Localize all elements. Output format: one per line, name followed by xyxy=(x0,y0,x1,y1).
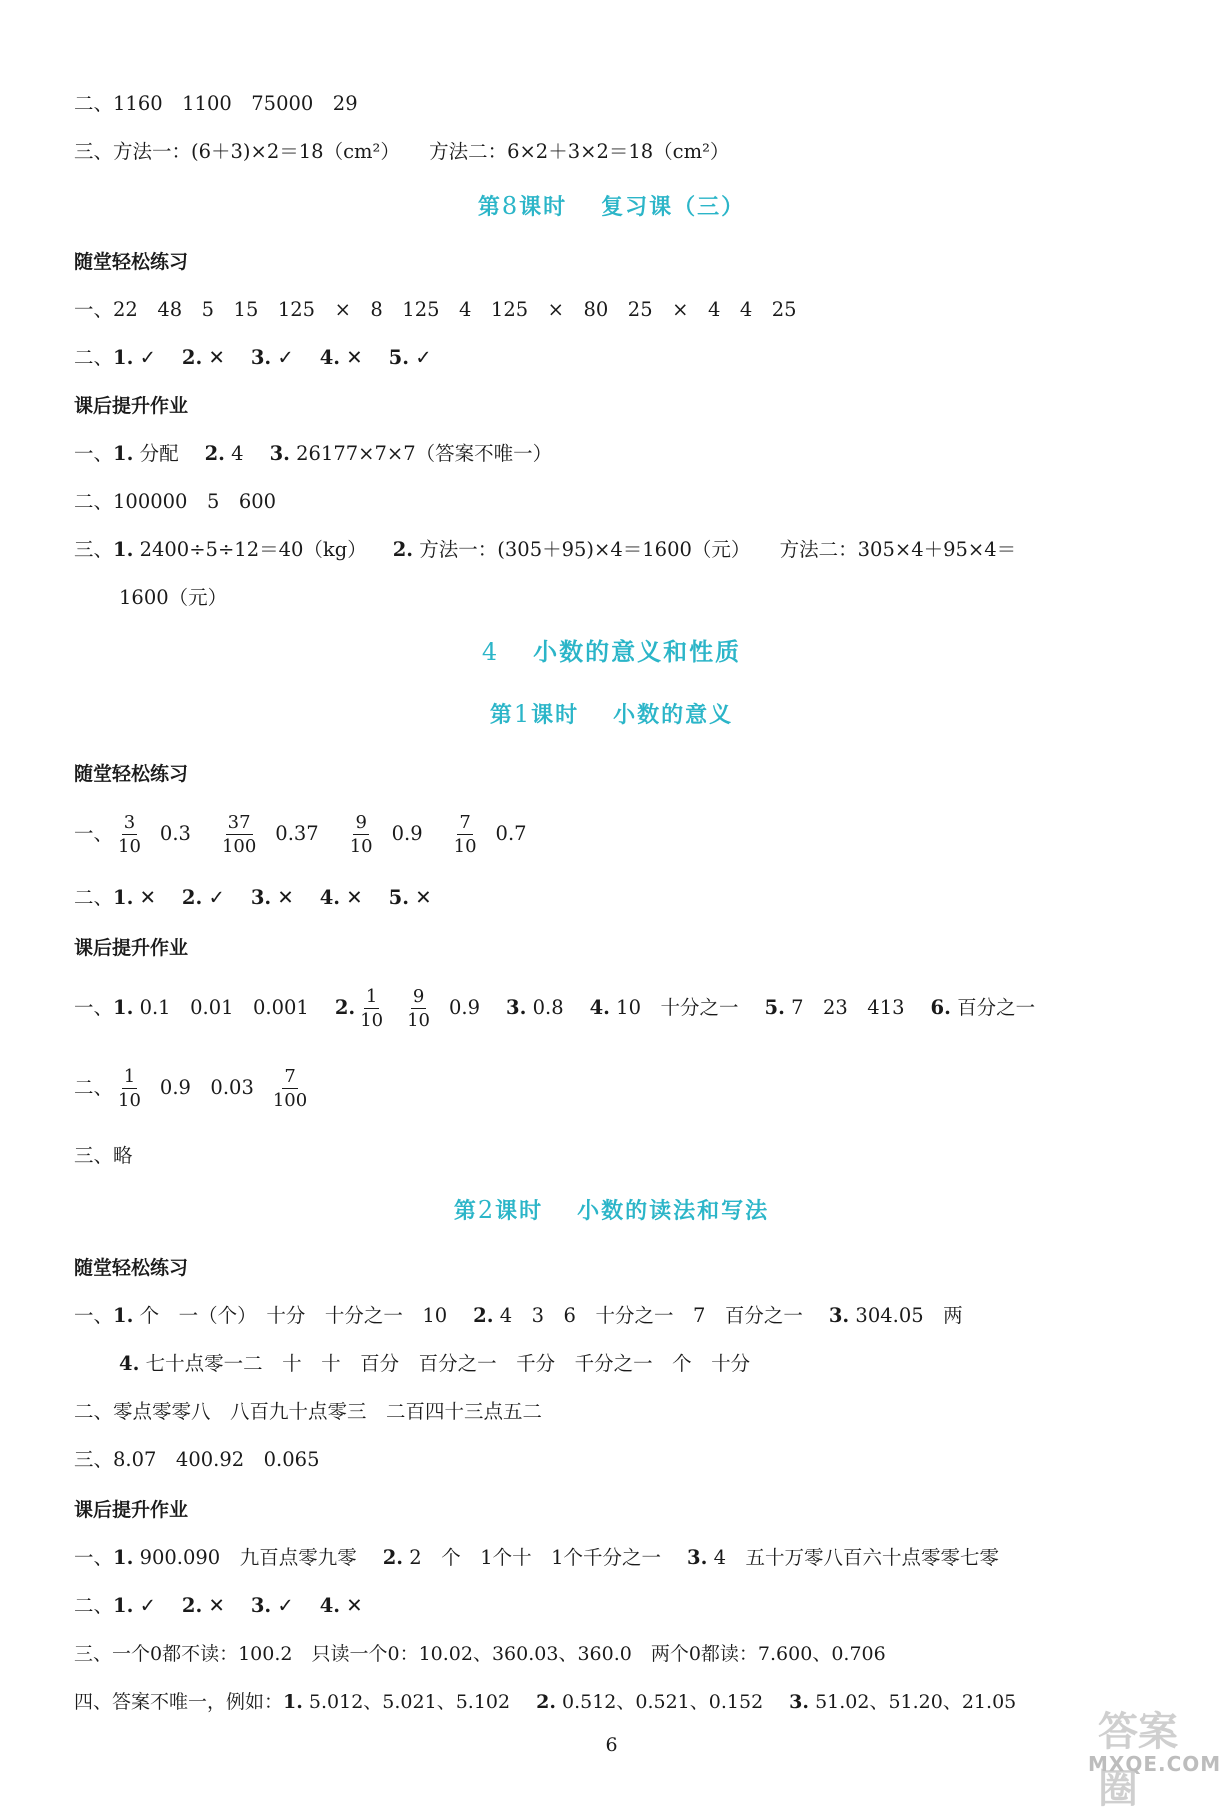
answer-text: 10 十分之一 xyxy=(616,996,739,1019)
answer-line xyxy=(74,342,432,374)
answer-prefix: 一、 xyxy=(74,822,114,845)
decimal: 0.9 xyxy=(391,822,423,845)
item-number: 1. xyxy=(113,538,134,561)
cross-mark: ✕ xyxy=(208,1594,225,1617)
check-mark: ✓ xyxy=(139,1594,156,1617)
check-mark: ✓ xyxy=(415,346,432,369)
answer-text: 方法一：(305＋95)×4＝1600（元） 方法二：305×4＋95×4＝ xyxy=(419,538,1017,561)
cross-mark: ✕ xyxy=(346,346,363,369)
lesson-title-pre: 第 xyxy=(453,1199,478,1224)
denominator: 10 xyxy=(349,835,373,857)
answer-text: 26177×7×7（答案不唯一） xyxy=(296,442,553,465)
item-number: 1. xyxy=(283,1691,303,1713)
watermark-logo: 答案圈 xyxy=(1098,1709,1178,1812)
item-number: 3. xyxy=(789,1691,810,1713)
answer-prefix: 一、 xyxy=(74,1304,114,1327)
cross-mark: ✕ xyxy=(208,346,225,369)
item-number: 3. xyxy=(250,886,272,909)
item-number: 3. xyxy=(687,1546,708,1569)
answer-prefix: 一、 xyxy=(74,996,114,1019)
item-number: 5. xyxy=(388,346,409,369)
answer-line xyxy=(74,1300,963,1332)
numerator: 37 xyxy=(227,811,251,833)
item-number: 3. xyxy=(269,442,290,465)
item-number: 2. xyxy=(536,1691,556,1713)
item-number: 4. xyxy=(319,1594,341,1617)
answer-prefix: 四、答案不唯一，例如： xyxy=(74,1691,284,1713)
watermark-text: MXQE.COM xyxy=(1088,1752,1222,1776)
item-number: 3. xyxy=(828,1304,850,1327)
item-number: 2. xyxy=(473,1304,494,1327)
numerator: 1 xyxy=(123,1065,136,1087)
answer-text: 4 五十万零八百六十点零零七零 xyxy=(713,1546,999,1569)
item-number: 4. xyxy=(319,346,341,369)
fraction xyxy=(220,811,258,857)
decimal: 0.7 xyxy=(495,822,527,845)
decimal: 0.3 xyxy=(159,822,191,845)
answer-line-continued xyxy=(119,1348,750,1380)
item-number: 3. xyxy=(250,346,272,369)
lesson-title-post: 课时 xyxy=(495,1199,544,1224)
answer-text: 2 个 1个十 1个千分之一 xyxy=(409,1546,662,1569)
lesson-title-post: 课时 xyxy=(531,703,580,728)
item-number: 2. xyxy=(334,996,356,1019)
answer-line xyxy=(74,804,527,864)
answer-line xyxy=(74,1542,999,1574)
fraction xyxy=(116,811,143,857)
item-number: 3. xyxy=(506,996,527,1019)
item-number: 1. xyxy=(113,1546,134,1569)
check-mark: ✓ xyxy=(139,346,156,369)
answer-prefix: 二、 xyxy=(74,1076,114,1099)
section-heading: 随堂轻松练习 xyxy=(74,763,189,785)
item-number: 6. xyxy=(930,996,951,1019)
item-number: 3. xyxy=(250,1594,272,1617)
item-number: 2. xyxy=(181,1594,203,1617)
cross-mark: ✕ xyxy=(415,886,432,909)
answer-line: 二、零点零零八 八百九十点零三 二百四十三点五二 xyxy=(74,1400,543,1423)
answer-line xyxy=(74,978,1035,1038)
answer-line xyxy=(74,1590,363,1622)
item-number: 2. xyxy=(181,886,203,909)
answer-text: 2400÷5÷12＝40（kg） xyxy=(139,538,367,561)
answer-prefix: 二、 xyxy=(74,886,114,909)
answer-text: 5.012、5.021、5.102 xyxy=(308,1691,511,1713)
watermark xyxy=(1080,1700,1222,1812)
check-mark: ✓ xyxy=(277,1594,294,1617)
item-number: 5. xyxy=(388,886,409,909)
numerator: 3 xyxy=(123,811,136,833)
fraction xyxy=(348,811,375,857)
section-heading: 课后提升作业 xyxy=(74,937,189,959)
item-number: 2. xyxy=(204,442,225,465)
answer-prefix: 三、 xyxy=(74,538,114,561)
answer-text: 个 一（个） 十分 十分之一 10 xyxy=(139,1304,448,1327)
unit-number: 4 xyxy=(481,638,500,666)
lesson-title-name: 小数的意义 xyxy=(613,703,734,728)
answer-line xyxy=(74,1058,312,1118)
answer-text: 0.9 0.03 xyxy=(159,1076,254,1099)
answer-text: 0.8 xyxy=(532,996,564,1019)
answer-text: 7 23 413 xyxy=(791,996,905,1019)
lesson-title-name: 复习课（三） xyxy=(601,195,746,220)
answer-text: 4 xyxy=(231,442,244,465)
denominator: 100 xyxy=(221,835,257,857)
answer-text: 0.512、0.521、0.152 xyxy=(561,1691,764,1713)
cross-mark: ✕ xyxy=(139,886,156,909)
lesson-title xyxy=(0,696,1223,732)
lesson-title-pre: 第 xyxy=(477,195,502,220)
answer-line: 三、8.07 400.92 0.065 xyxy=(74,1448,320,1471)
item-number: 1. xyxy=(113,1594,134,1617)
lesson-title xyxy=(0,1192,1223,1228)
answer-text: 0.9 xyxy=(449,996,481,1019)
denominator: 10 xyxy=(118,1089,141,1111)
denominator: 10 xyxy=(407,1009,431,1031)
fraction xyxy=(405,985,432,1031)
item-number: 4. xyxy=(319,886,341,909)
fraction xyxy=(358,985,385,1031)
fraction xyxy=(271,1065,309,1111)
section-heading: 课后提升作业 xyxy=(74,1499,189,1521)
answer-text: 分配 xyxy=(139,442,179,465)
denominator: 100 xyxy=(272,1089,308,1111)
item-number: 4. xyxy=(589,996,610,1019)
cross-mark: ✕ xyxy=(277,886,294,909)
section-heading: 随堂轻松练习 xyxy=(74,251,189,273)
numerator: 7 xyxy=(459,811,471,833)
section-heading: 课后提升作业 xyxy=(74,395,189,417)
denominator: 10 xyxy=(453,835,477,857)
lesson-title-num: 1 xyxy=(513,700,532,728)
answer-line xyxy=(74,882,432,914)
answer-line xyxy=(74,1686,1016,1718)
item-number: 1. xyxy=(113,1304,134,1327)
denominator: 10 xyxy=(118,835,141,857)
denominator: 10 xyxy=(360,1009,384,1031)
page-number: 6 xyxy=(605,1734,618,1756)
answer-prefix: 一、 xyxy=(74,442,114,465)
section-heading: 随堂轻松练习 xyxy=(74,1257,189,1279)
answer-text: 304.05 两 xyxy=(855,1304,963,1327)
answer-line: 二、100000 5 600 xyxy=(74,490,277,513)
unit-title xyxy=(0,634,1223,670)
lesson-title-name: 小数的读法和写法 xyxy=(577,1199,770,1224)
item-number: 2. xyxy=(181,346,203,369)
lesson-title xyxy=(0,188,1223,224)
fraction xyxy=(452,811,479,857)
item-number: 1. xyxy=(113,886,134,909)
item-number: 2. xyxy=(392,538,414,561)
numerator: 9 xyxy=(412,985,425,1007)
answer-text: 900.090 九百点零九零 xyxy=(139,1546,357,1569)
answer-text: 4 3 6 十分之一 7 百分之一 xyxy=(499,1304,803,1327)
item-number: 1. xyxy=(113,996,134,1019)
answer-line: 二、1160 1100 75000 29 xyxy=(74,92,358,115)
answer-line: 一、22 48 5 15 125 × 8 125 4 125 × 80 25 × 4 4 25 xyxy=(74,298,797,321)
cross-mark: ✕ xyxy=(346,886,363,909)
answer-prefix: 二、 xyxy=(74,346,114,369)
answer-line: 三、方法一：(6＋3)×2＝18（cm²） 方法二：6×2＋3×2＝18（cm²） xyxy=(74,140,730,163)
lesson-title-pre: 第 xyxy=(489,703,514,728)
lesson-title-post: 课时 xyxy=(519,195,568,220)
lesson-title-num: 8 xyxy=(501,192,520,220)
check-mark: ✓ xyxy=(277,346,294,369)
answer-text: 0.1 0.01 0.001 xyxy=(139,996,309,1019)
item-number: 1. xyxy=(113,346,134,369)
numerator: 7 xyxy=(284,1065,296,1087)
answer-text: 七十点零一二 十 十 百分 百分之一 千分 千分之一 个 十分 xyxy=(145,1352,751,1375)
answer-line: 三、一个0都不读：100.2 只读一个0：10.02、360.03、360.0 两个0都读：7.600、0.706 xyxy=(74,1643,886,1665)
answer-text: 百分之一 xyxy=(957,996,1036,1019)
item-number: 4. xyxy=(119,1352,140,1375)
cross-mark: ✕ xyxy=(346,1594,363,1617)
fraction xyxy=(116,1065,143,1111)
check-mark: ✓ xyxy=(208,886,225,909)
answer-prefix: 一、 xyxy=(74,1546,114,1569)
item-number: 1. xyxy=(113,442,134,465)
answer-line: 三、略 xyxy=(74,1144,133,1167)
decimal: 0.37 xyxy=(275,822,319,845)
numerator: 9 xyxy=(355,811,367,833)
lesson-title-num: 2 xyxy=(477,1196,496,1224)
answer-text: 51.02、51.20、21.05 xyxy=(815,1691,1017,1713)
answer-line-continued: 1600（元） xyxy=(119,586,228,609)
item-number: 5. xyxy=(764,996,785,1019)
answer-line xyxy=(74,534,1016,566)
answer-prefix: 二、 xyxy=(74,1594,114,1617)
unit-name: 小数的意义和性质 xyxy=(533,638,742,666)
answer-line xyxy=(74,438,552,470)
numerator: 1 xyxy=(365,985,378,1007)
item-number: 2. xyxy=(382,1546,404,1569)
